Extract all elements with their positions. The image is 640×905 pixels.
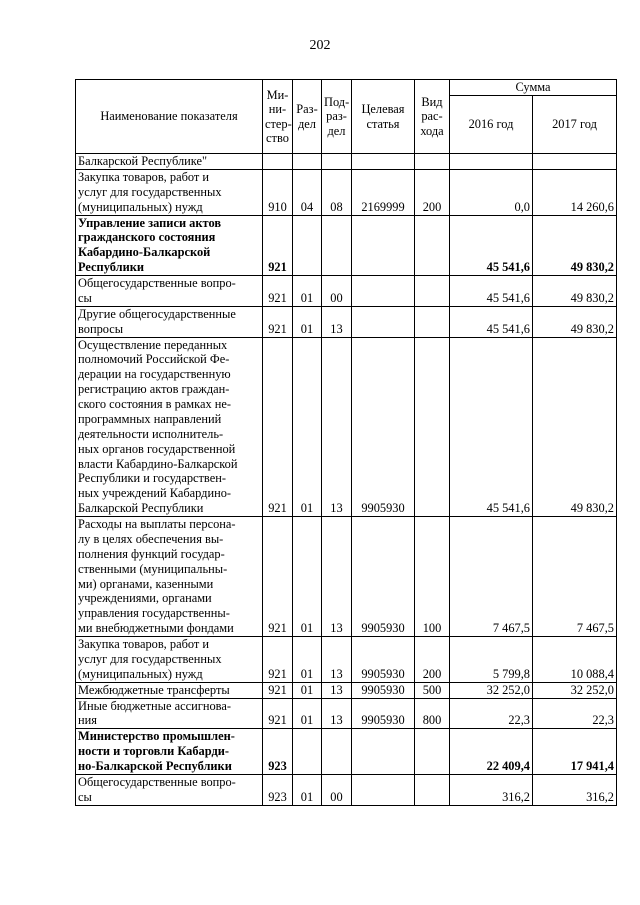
target-article-cell: 2169999 bbox=[352, 169, 415, 215]
target-article-cell: 9905930 bbox=[352, 517, 415, 637]
amount-2017-cell: 17 941,4 bbox=[533, 729, 617, 775]
subsection-cell: 13 bbox=[322, 306, 352, 337]
table-row bbox=[76, 774, 617, 805]
indicator-name-cell: Общегосударственные вопро- сы bbox=[76, 276, 263, 307]
expense-type-cell bbox=[415, 215, 450, 276]
table-row bbox=[76, 517, 617, 637]
indicator-name-cell: Осуществление переданных полномочий Российской Фе- дерации на государственную регистрацию актов граждан- ского состояния в рамках не- программных направлений деятельности исполнитель- ных органов государственной власти Кабардино-Балкарской Республики и государствен- ных учреждений Кабардино- Балкарской Республики bbox=[76, 337, 263, 517]
section-cell: 01 bbox=[293, 774, 322, 805]
amount-2016-cell: 22 409,4 bbox=[450, 729, 533, 775]
expense-type-cell: 200 bbox=[415, 637, 450, 683]
amount-2016-cell: 32 252,0 bbox=[450, 682, 533, 698]
section-cell: 04 bbox=[293, 169, 322, 215]
expense-type-cell bbox=[415, 774, 450, 805]
target-article-cell bbox=[352, 276, 415, 307]
subsection-cell: 13 bbox=[322, 682, 352, 698]
indicator-name-cell: Иные бюджетные ассигнова- ния bbox=[76, 698, 263, 729]
amount-2017-cell: 7 467,5 bbox=[533, 517, 617, 637]
subsection-cell: 00 bbox=[322, 276, 352, 307]
indicator-name-cell: Межбюджетные трансферты bbox=[76, 682, 263, 698]
section-cell: 01 bbox=[293, 276, 322, 307]
target-article-cell: 9905930 bbox=[352, 337, 415, 517]
amount-2017-cell: 49 830,2 bbox=[533, 337, 617, 517]
amount-2016-cell: 7 467,5 bbox=[450, 517, 533, 637]
amount-2017-cell: 49 830,2 bbox=[533, 306, 617, 337]
header-2016: 2016 год bbox=[450, 96, 533, 154]
header-sum: Сумма bbox=[450, 80, 617, 96]
target-article-cell bbox=[352, 774, 415, 805]
table-row bbox=[76, 337, 617, 517]
section-cell: 01 bbox=[293, 306, 322, 337]
section-cell: 01 bbox=[293, 637, 322, 683]
indicator-name-cell: Общегосударственные вопро- сы bbox=[76, 774, 263, 805]
ministry-cell: 923 bbox=[263, 774, 293, 805]
target-article-cell: 9905930 bbox=[352, 637, 415, 683]
amount-2017-cell: 22,3 bbox=[533, 698, 617, 729]
subsection-cell: 00 bbox=[322, 774, 352, 805]
ministry-cell: 921 bbox=[263, 276, 293, 307]
header-subsection: Под- раз- дел bbox=[322, 80, 352, 154]
amount-2017-cell: 49 830,2 bbox=[533, 276, 617, 307]
amount-2017-cell bbox=[533, 154, 617, 170]
target-article-cell bbox=[352, 729, 415, 775]
amount-2017-cell: 316,2 bbox=[533, 774, 617, 805]
ministry-cell: 921 bbox=[263, 682, 293, 698]
indicator-name-cell: Управление записи актов гражданского состояния Кабардино-Балкарской Республики bbox=[76, 215, 263, 276]
expense-type-cell: 100 bbox=[415, 517, 450, 637]
ministry-cell: 921 bbox=[263, 337, 293, 517]
amount-2017-cell: 14 260,6 bbox=[533, 169, 617, 215]
amount-2017-cell: 32 252,0 bbox=[533, 682, 617, 698]
section-cell: 01 bbox=[293, 337, 322, 517]
indicator-name-cell: Другие общегосударственные вопросы bbox=[76, 306, 263, 337]
subsection-cell bbox=[322, 215, 352, 276]
amount-2017-cell: 10 088,4 bbox=[533, 637, 617, 683]
subsection-cell bbox=[322, 154, 352, 170]
indicator-name-cell: Министерство промышлен- ности и торговли Кабарди- но-Балкарской Республики bbox=[76, 729, 263, 775]
table-row bbox=[76, 637, 617, 683]
amount-2017-cell: 49 830,2 bbox=[533, 215, 617, 276]
header-target-article: Целевая статья bbox=[352, 80, 415, 154]
amount-2016-cell bbox=[450, 154, 533, 170]
amount-2016-cell: 5 799,8 bbox=[450, 637, 533, 683]
expense-type-cell bbox=[415, 276, 450, 307]
indicator-name-cell: Балкарской Республике" bbox=[76, 154, 263, 170]
table-row bbox=[76, 306, 617, 337]
target-article-cell: 9905930 bbox=[352, 682, 415, 698]
indicator-name-cell: Закупка товаров, работ и услуг для государственных (муниципальных) нужд bbox=[76, 637, 263, 683]
ministry-cell: 921 bbox=[263, 517, 293, 637]
amount-2016-cell: 45 541,6 bbox=[450, 215, 533, 276]
subsection-cell: 13 bbox=[322, 517, 352, 637]
indicator-name-cell: Расходы на выплаты персона- лу в целях обеспечения вы- полнения функций государ- ственными (муниципальны- ми) органами, казенными учреждениями, органами управления государственны- ми внебюджетными фондами bbox=[76, 517, 263, 637]
indicator-name-cell: Закупка товаров, работ и услуг для государственных (муниципальных) нужд bbox=[76, 169, 263, 215]
target-article-cell bbox=[352, 154, 415, 170]
table-row bbox=[76, 276, 617, 307]
ministry-cell bbox=[263, 154, 293, 170]
table-row bbox=[76, 729, 617, 775]
subsection-cell: 13 bbox=[322, 337, 352, 517]
table-row bbox=[76, 215, 617, 276]
budget-table bbox=[75, 79, 617, 806]
subsection-cell: 13 bbox=[322, 637, 352, 683]
header-name: Наименование показателя bbox=[76, 80, 263, 154]
section-cell: 01 bbox=[293, 698, 322, 729]
section-cell bbox=[293, 729, 322, 775]
ministry-cell: 921 bbox=[263, 698, 293, 729]
amount-2016-cell: 22,3 bbox=[450, 698, 533, 729]
section-cell bbox=[293, 154, 322, 170]
header-ministry: Ми- ни- стер- ство bbox=[263, 80, 293, 154]
section-cell bbox=[293, 215, 322, 276]
ministry-cell: 910 bbox=[263, 169, 293, 215]
expense-type-cell: 200 bbox=[415, 169, 450, 215]
expense-type-cell bbox=[415, 337, 450, 517]
expense-type-cell bbox=[415, 306, 450, 337]
table-row bbox=[76, 698, 617, 729]
subsection-cell bbox=[322, 729, 352, 775]
ministry-cell: 921 bbox=[263, 637, 293, 683]
subsection-cell: 08 bbox=[322, 169, 352, 215]
section-cell: 01 bbox=[293, 517, 322, 637]
section-cell: 01 bbox=[293, 682, 322, 698]
table-row bbox=[76, 682, 617, 698]
header-2017: 2017 год bbox=[533, 96, 617, 154]
header-section: Раз- дел bbox=[293, 80, 322, 154]
target-article-cell bbox=[352, 306, 415, 337]
table-row bbox=[76, 169, 617, 215]
header-expense-type: Вид рас- хода bbox=[415, 80, 450, 154]
expense-type-cell: 500 bbox=[415, 682, 450, 698]
ministry-cell: 923 bbox=[263, 729, 293, 775]
subsection-cell: 13 bbox=[322, 698, 352, 729]
expense-type-cell bbox=[415, 729, 450, 775]
ministry-cell: 921 bbox=[263, 306, 293, 337]
table-row bbox=[76, 154, 617, 170]
expense-type-cell: 800 bbox=[415, 698, 450, 729]
ministry-cell: 921 bbox=[263, 215, 293, 276]
target-article-cell bbox=[352, 215, 415, 276]
amount-2016-cell: 45 541,6 bbox=[450, 276, 533, 307]
amount-2016-cell: 45 541,6 bbox=[450, 306, 533, 337]
amount-2016-cell: 316,2 bbox=[450, 774, 533, 805]
page-number: 202 bbox=[309, 38, 331, 53]
amount-2016-cell: 0,0 bbox=[450, 169, 533, 215]
expense-type-cell bbox=[415, 154, 450, 170]
amount-2016-cell: 45 541,6 bbox=[450, 337, 533, 517]
target-article-cell: 9905930 bbox=[352, 698, 415, 729]
